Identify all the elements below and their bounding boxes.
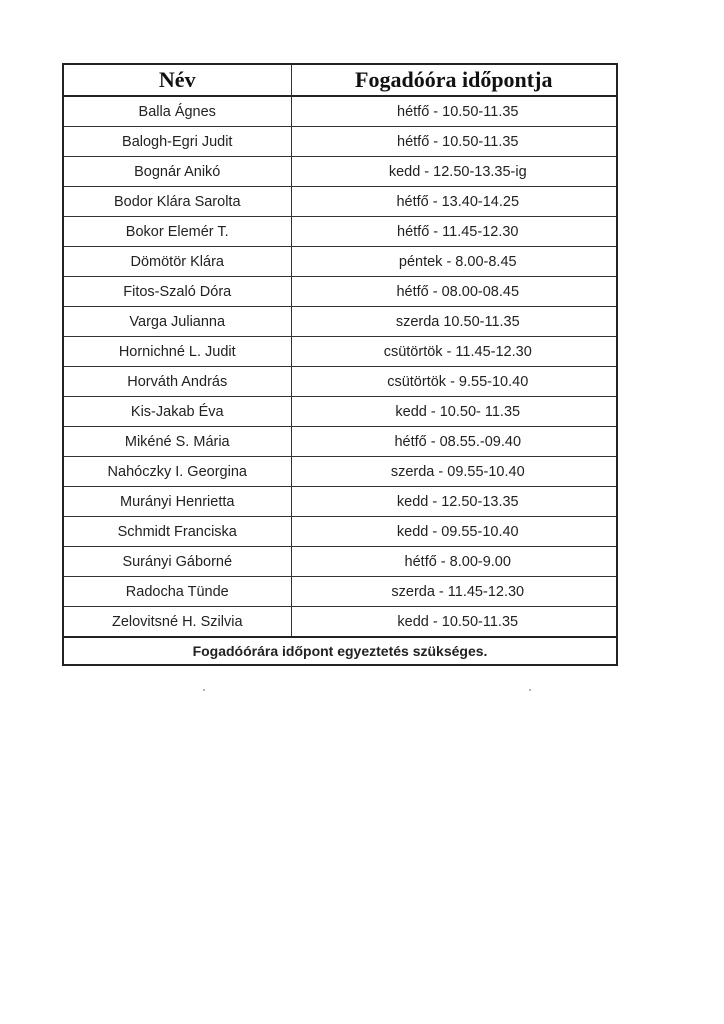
table-row — [63, 187, 617, 217]
table-header-row — [63, 64, 617, 96]
office-hour-time: kedd - 10.50-11.35 — [291, 607, 617, 638]
office-hour-time: kedd - 09.55-10.40 — [291, 517, 617, 547]
office-hour-time: szerda - 09.55-10.40 — [291, 457, 617, 487]
table-row — [63, 367, 617, 397]
office-hour-time: hétfő - 10.50-11.35 — [291, 96, 617, 127]
table-row — [63, 577, 617, 607]
table-row — [63, 427, 617, 457]
teacher-name: Horváth András — [63, 367, 291, 397]
teacher-name: Surányi Gáborné — [63, 547, 291, 577]
table-row — [63, 457, 617, 487]
table-row — [63, 487, 617, 517]
appointment-note: Fogadóórára időpont egyeztetés szükséges. — [63, 637, 617, 665]
office-hours-table — [62, 63, 618, 666]
teacher-name: Nahóczky I. Georgina — [63, 457, 291, 487]
teacher-name: Bokor Elemér T. — [63, 217, 291, 247]
office-hour-time: hétfő - 11.45-12.30 — [291, 217, 617, 247]
teacher-name: Hornichné L. Judit — [63, 337, 291, 367]
scan-speck — [203, 689, 205, 691]
teacher-name: Kis-Jakab Éva — [63, 397, 291, 427]
teacher-name: Varga Julianna — [63, 307, 291, 337]
office-hour-time: szerda - 11.45-12.30 — [291, 577, 617, 607]
teacher-name: Murányi Henrietta — [63, 487, 291, 517]
office-hour-time: hétfő - 10.50-11.35 — [291, 127, 617, 157]
office-hour-time: kedd - 10.50- 11.35 — [291, 397, 617, 427]
office-hour-time: hétfő - 08.00-08.45 — [291, 277, 617, 307]
table-row — [63, 397, 617, 427]
teacher-name: Balla Ágnes — [63, 96, 291, 127]
teacher-name: Schmidt Franciska — [63, 517, 291, 547]
table-row — [63, 517, 617, 547]
table-footer-row — [63, 637, 617, 665]
teacher-name: Bognár Anikó — [63, 157, 291, 187]
office-hour-time: szerda 10.50-11.35 — [291, 307, 617, 337]
office-hour-time: hétfő - 13.40-14.25 — [291, 187, 617, 217]
teacher-name: Mikéné S. Mária — [63, 427, 291, 457]
column-header-name: Név — [63, 64, 291, 96]
office-hour-time: kedd - 12.50-13.35 — [291, 487, 617, 517]
table-row — [63, 157, 617, 187]
table-row — [63, 217, 617, 247]
table-row — [63, 607, 617, 638]
teacher-name: Bodor Klára Sarolta — [63, 187, 291, 217]
table-row — [63, 127, 617, 157]
table-row — [63, 307, 617, 337]
office-hour-time: hétfő - 8.00-9.00 — [291, 547, 617, 577]
office-hour-time: kedd - 12.50-13.35-ig — [291, 157, 617, 187]
table-row — [63, 277, 617, 307]
teacher-name: Dömötör Klára — [63, 247, 291, 277]
office-hour-time: péntek - 8.00-8.45 — [291, 247, 617, 277]
table-row — [63, 337, 617, 367]
office-hour-time: hétfő - 08.55.-09.40 — [291, 427, 617, 457]
office-hour-time: csütörtök - 9.55-10.40 — [291, 367, 617, 397]
table-row — [63, 547, 617, 577]
teacher-name: Balogh-Egri Judit — [63, 127, 291, 157]
table-row — [63, 247, 617, 277]
office-hour-time: csütörtök - 11.45-12.30 — [291, 337, 617, 367]
table-row — [63, 96, 617, 127]
column-header-time: Fogadóóra időpontja — [291, 64, 617, 96]
teacher-name: Zelovitsné H. Szilvia — [63, 607, 291, 638]
teacher-name: Fitos-Szaló Dóra — [63, 277, 291, 307]
scan-speck — [529, 689, 531, 691]
teacher-name: Radocha Tünde — [63, 577, 291, 607]
